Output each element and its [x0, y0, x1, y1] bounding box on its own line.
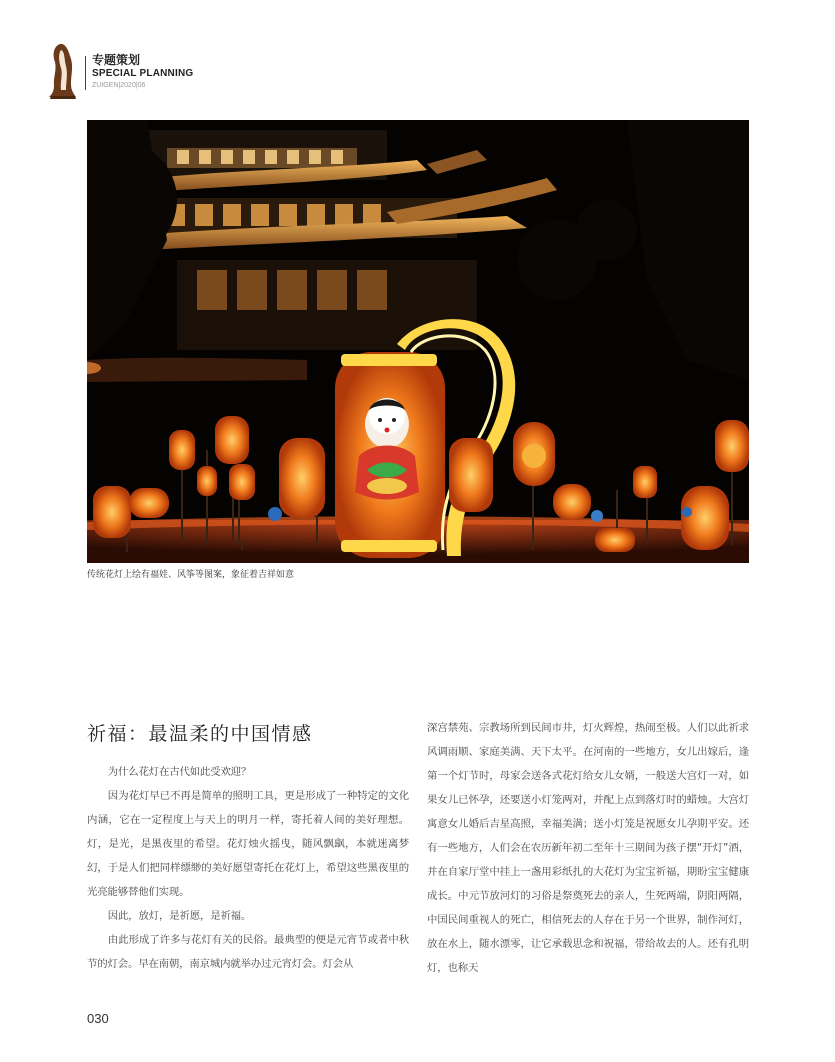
section-title-en: SPECIAL PLANNING	[92, 68, 194, 79]
page-header	[48, 40, 348, 102]
issue-label: ZUIGEN|2020|06	[92, 82, 146, 89]
paragraph: 因此，放灯，是祈愿，是祈福。	[107, 910, 252, 922]
paragraph: 为什么花灯在古代如此受欢迎？	[107, 766, 252, 778]
lantern-festival-photo	[87, 120, 749, 563]
paragraph: 深宫禁苑、宗教场所到民间市井，灯火辉煌，热闹至极。人们以此祈求风调雨顺、家庭美满、天下太平。在河南的一些地方，女儿出嫁后，逢第一个灯节时，母家会送各式花灯给女儿女婿，一般送大宫灯一对，如果女儿已怀孕，还要送小灯笼两对，并配上点到落灯时的蜡烛。大宫灯寓意女儿婚后吉星高照，幸福美满；送小灯笼是祝愿女儿孕期平安。还有一些地方，人们会在农历新年初二至年十三期间为孩子摆“开灯”酒，并在自家厅堂中挂上一盏用彩纸扎的大花灯为宝宝祈福，期盼宝宝健康成长。中元节放河灯的习俗是祭奠死去的亲人，生死两端，阴阳两隔，中国民间重视人的死亡，相信死去的人存在于另一个世界，制作河灯，放在水上，随水漂零，让它承载思念和祝福，带给故去的人。还有孔明灯，也称天	[427, 722, 749, 974]
article-column-right	[427, 716, 749, 980]
lantern-scene-artwork	[87, 120, 749, 563]
photo-caption: 传统花灯上绘有福娃、风筝等图案，象征着吉祥如意	[87, 570, 295, 580]
header-divider	[85, 56, 86, 90]
article-title: 祈福：最温柔的中国情感	[87, 723, 313, 745]
paragraph: 由此形成了许多与花灯有关的民俗。最典型的便是元宵节或者中秋节的灯会。早在南朝，南京城内就举办过元宵灯会。灯会从	[87, 934, 409, 970]
root-sculpture-logo	[48, 40, 78, 100]
page-number: 030	[87, 1011, 109, 1026]
article-column-left	[87, 722, 409, 976]
section-title-cn: 专题策划	[92, 53, 141, 67]
paragraph: 因为花灯早已不再是简单的照明工具，更是形成了一种特定的文化内涵，它在一定程度上与天上的明月一样，寄托着人间的美好理想。灯，是光，是黑夜里的希望。花灯烛火摇曳，随风飘飖，本就迷离梦幻，于是人们把同样缥缈的美好愿望寄托在花灯上，希望这些黑夜里的光亮能够替他们实现。	[87, 790, 409, 898]
